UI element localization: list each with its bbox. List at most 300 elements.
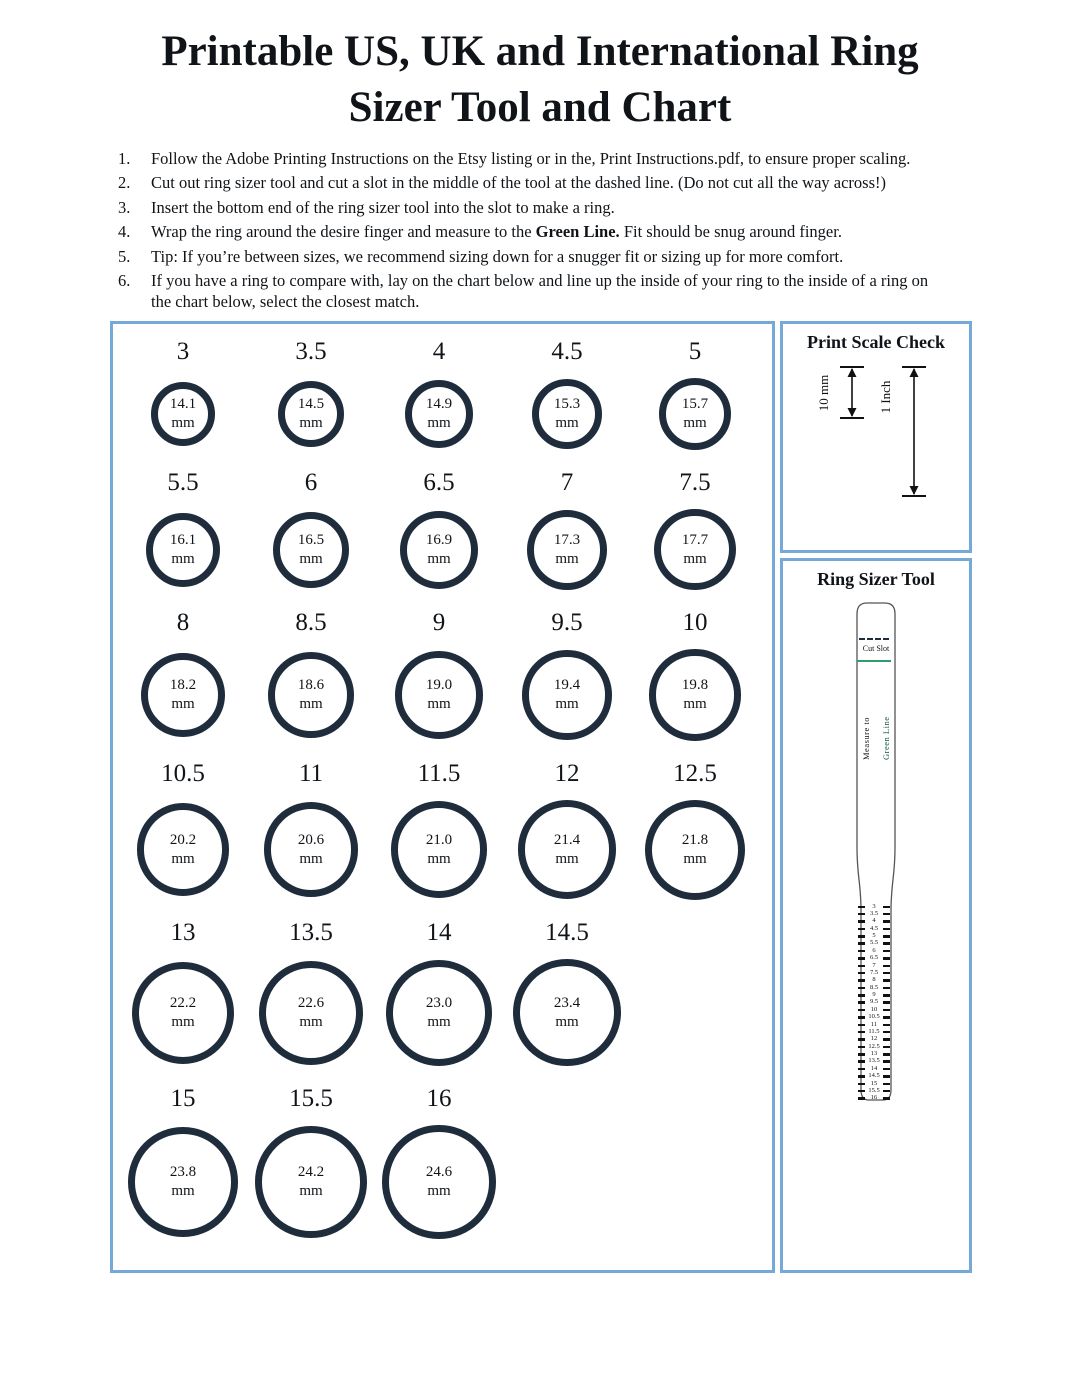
ring-row <box>119 609 772 747</box>
ring-size-label: 5 <box>688 337 702 365</box>
ring-cell <box>375 760 503 907</box>
ring-circle <box>513 959 621 1067</box>
ring-cell <box>375 1085 503 1245</box>
ruler-tick <box>858 1068 865 1071</box>
one-inch-arrow <box>902 367 926 496</box>
ring-cell <box>247 919 375 1074</box>
instruction-text <box>151 270 950 313</box>
ring-mm-unit: mm <box>683 550 707 567</box>
ring-circle <box>400 511 478 589</box>
ruler-tick <box>883 957 890 960</box>
ring-mm-value: 14.5 <box>297 396 325 413</box>
ring-mm-value: 17.3 <box>553 532 581 548</box>
ring-cell <box>631 609 759 747</box>
ring-circle <box>259 961 363 1065</box>
ruler-row <box>858 1007 890 1013</box>
ring-circle <box>273 512 349 588</box>
ring-circle-area <box>141 642 225 747</box>
ruler-tick <box>883 994 890 997</box>
ruler-tick <box>883 1024 890 1027</box>
ring-circle <box>151 382 216 447</box>
ruler-tick <box>858 920 865 923</box>
ring-circle-area <box>513 952 621 1074</box>
ring-size-label: 15.5 <box>289 1085 333 1113</box>
ruler-row <box>858 1059 890 1065</box>
ring-circle-area <box>132 952 234 1074</box>
ruler-row <box>858 1044 890 1050</box>
instruction-bold-segment: Green Line. <box>535 222 620 242</box>
ring-mm-value: 24.2 <box>297 1164 325 1181</box>
ring-cell <box>503 760 631 907</box>
ruler-row <box>858 941 890 947</box>
tool-ruler <box>858 904 890 1102</box>
ruler-row <box>858 970 890 976</box>
instruction-segment: Fit should be snug around finger. <box>619 222 842 242</box>
print-scale-check-diagram <box>784 357 968 517</box>
ruler-row <box>858 1014 890 1020</box>
page-title-line2: Sizer Tool and Chart <box>348 83 732 131</box>
ruler-row <box>858 904 890 910</box>
ring-mm-value: 16.5 <box>297 532 325 548</box>
ring-circle <box>255 1126 366 1237</box>
ring-circle-area <box>532 371 602 457</box>
ring-circle-area <box>659 371 731 457</box>
instruction-segment: If you have a ring to compare with, lay on the chart below and line up the inside of your ring to the inside of a ring on the chart below, select the closest match. <box>151 270 929 312</box>
ring-circle-area <box>405 371 474 457</box>
ring-size-label: 13.5 <box>289 918 333 946</box>
ring-mm-unit: mm <box>555 1013 579 1030</box>
ring-circle <box>522 650 611 739</box>
ring-circle-area <box>527 502 607 597</box>
ring-size-label: 3.5 <box>295 337 327 365</box>
ruler-tick <box>858 979 865 982</box>
ring-mm-unit: mm <box>683 696 707 712</box>
ruler-tick <box>883 935 890 938</box>
ring-cell <box>119 609 247 747</box>
instruction-item <box>118 221 950 242</box>
ruler-size-label: 16 <box>870 1094 878 1102</box>
ring-row <box>119 1085 772 1245</box>
ring-size-label: 8.5 <box>295 609 327 637</box>
instruction-text <box>151 197 950 218</box>
green-line <box>857 660 891 662</box>
ring-size-label: 15 <box>170 1085 196 1113</box>
ring-circle <box>405 380 474 449</box>
ring-cell <box>247 609 375 747</box>
ring-mm-unit: mm <box>683 414 707 431</box>
instruction-number: 5. <box>118 246 131 266</box>
ring-mm-unit: mm <box>299 696 323 712</box>
ruler-tick <box>858 1075 865 1078</box>
ring-cell <box>119 1085 247 1245</box>
ruler-tick <box>858 1083 865 1086</box>
ruler-tick <box>858 913 865 916</box>
cut-slot-label: Cut Slot <box>862 643 890 653</box>
measure-to-label: Measure to <box>861 716 871 760</box>
ring-mm-unit: mm <box>427 850 451 867</box>
ruler-row <box>858 963 890 969</box>
ring-circle <box>532 379 602 449</box>
ring-mm-unit: mm <box>427 1183 451 1200</box>
ring-circle <box>386 960 492 1066</box>
ruler-row <box>858 1066 890 1072</box>
ruler-tick <box>883 1001 890 1004</box>
instruction-segment: Tip: If you’re between sizes, we recommend sizing down for a snugger fit or sizing up for more comfort. <box>151 246 844 266</box>
ruler-size-label: 15.5 <box>868 1086 880 1094</box>
ring-cell <box>119 919 247 1074</box>
ruler-size-label: 11.5 <box>868 1027 880 1035</box>
ring-circle-area <box>645 793 745 907</box>
ring-cell <box>375 469 503 597</box>
ring-row <box>119 919 772 1074</box>
instructions-list <box>118 148 950 313</box>
ring-size-label: 4.5 <box>551 337 583 365</box>
ruler-tick <box>858 1001 865 1004</box>
ring-rows <box>119 338 772 1246</box>
ring-size-label: 6 <box>304 469 318 497</box>
ruler-row <box>858 1096 890 1102</box>
ruler-tick <box>883 928 890 931</box>
instruction-segment: Follow the Adobe Printing Instructions on the Etsy listing or in the, Print Instructions.pdf, to ensure proper scaling. <box>151 148 911 168</box>
ring-circle-area <box>649 642 740 747</box>
ruler-size-label: 3.5 <box>869 909 879 917</box>
ruler-tick <box>858 1024 865 1027</box>
ring-cell <box>631 338 759 457</box>
ruler-row <box>858 933 890 939</box>
instruction-number: 6. <box>118 270 131 290</box>
ruler-row <box>858 978 890 984</box>
one-inch-label: 1 Inch <box>878 380 893 414</box>
ring-circle-area <box>654 502 735 597</box>
ring-size-label: 10 <box>682 609 708 637</box>
ruler-tick <box>858 928 865 931</box>
ring-mm-unit: mm <box>171 414 195 431</box>
ruler-size-label: 6 <box>872 946 876 954</box>
ruler-tick <box>883 1031 890 1034</box>
ruler-tick <box>858 1038 865 1041</box>
ring-cell <box>247 1085 375 1245</box>
ruler-tick <box>883 972 890 975</box>
ring-mm-value: 21.8 <box>681 831 709 848</box>
instruction-number: 4. <box>118 222 131 242</box>
ruler-tick <box>858 957 865 960</box>
instruction-text <box>151 246 950 267</box>
ruler-tick <box>883 1038 890 1041</box>
ring-circle <box>659 378 731 450</box>
ruler-row <box>858 948 890 954</box>
ruler-tick <box>858 987 865 990</box>
ruler-tick <box>883 950 890 953</box>
ruler-tick <box>858 1031 865 1034</box>
ring-circle <box>395 651 482 738</box>
right-column <box>780 321 972 1273</box>
ruler-tick <box>858 972 865 975</box>
ruler-tick <box>858 1090 865 1093</box>
ring-mm-value: 17.7 <box>681 532 709 549</box>
ring-size-label: 9.5 <box>551 609 583 637</box>
ring-circle <box>278 381 345 448</box>
ring-mm-value: 19.0 <box>425 677 453 694</box>
ruler-tick <box>858 942 865 945</box>
ring-cell <box>503 609 631 747</box>
ruler-tick <box>883 1009 890 1012</box>
ruler-row <box>858 1088 890 1094</box>
ring-mm-value: 23.4 <box>553 994 581 1011</box>
ruler-tick <box>858 950 865 953</box>
ring-size-label: 9 <box>432 609 446 637</box>
ring-mm-value: 19.8 <box>681 677 709 694</box>
instruction-segment: Cut out ring sizer tool and cut a slot in the middle of the tool at the dashed line. (Do not cut all the way across!) <box>151 173 886 193</box>
ring-circle-area <box>278 371 345 457</box>
ruler-tick <box>883 1046 890 1049</box>
ruler-size-label: 15 <box>870 1079 878 1087</box>
ring-mm-unit: mm <box>555 414 579 431</box>
ruler-size-label: 13.5 <box>868 1057 880 1065</box>
ring-mm-unit: mm <box>555 696 579 712</box>
ruler-row <box>858 1029 890 1035</box>
ring-circle <box>527 510 607 590</box>
ring-row <box>119 760 772 907</box>
ring-cell <box>247 760 375 907</box>
instruction-item <box>118 246 950 267</box>
ring-cell <box>119 338 247 457</box>
ring-circle-area <box>151 371 216 457</box>
ruler-tick <box>858 994 865 997</box>
ruler-size-label: 12 <box>870 1035 878 1043</box>
ring-circle-area <box>146 502 220 597</box>
ring-circle-area <box>264 793 359 907</box>
ruler-tick <box>883 1068 890 1071</box>
ring-mm-value: 16.1 <box>169 532 197 548</box>
ruler-size-label: 10 <box>870 1005 878 1013</box>
instruction-segment: Wrap the ring around the desire finger and measure to the <box>151 222 536 242</box>
ring-mm-value: 21.0 <box>425 831 453 848</box>
ring-size-label: 3 <box>176 337 190 365</box>
ruler-row <box>858 1081 890 1087</box>
ruler-row <box>858 985 890 991</box>
ring-mm-unit: mm <box>427 1013 451 1030</box>
instruction-item <box>118 148 950 169</box>
ring-size-label: 4 <box>432 337 446 365</box>
ring-cell <box>503 919 631 1074</box>
ruler-tick <box>883 1090 890 1093</box>
instruction-item <box>118 172 950 193</box>
ring-cell <box>503 469 631 597</box>
ring-circle <box>132 962 234 1064</box>
ring-circle <box>141 653 225 737</box>
ruler-tick <box>858 1053 865 1056</box>
cut-slot-dashed-line <box>859 638 889 640</box>
ring-circle-area <box>391 793 488 907</box>
ring-mm-unit: mm <box>171 850 195 867</box>
ruler-row <box>858 1022 890 1028</box>
ruler-size-label: 3 <box>872 902 876 910</box>
ring-circle <box>268 652 354 738</box>
ring-size-label: 12 <box>554 759 580 787</box>
ring-circle <box>128 1127 237 1236</box>
ruler-size-label: 11 <box>870 1020 878 1028</box>
ring-mm-value: 19.4 <box>553 677 581 694</box>
ruler-size-label: 14 <box>870 1064 878 1072</box>
print-scale-check-title: Print Scale Check <box>807 331 945 352</box>
ring-sizer-tool-box <box>780 558 972 1273</box>
ring-mm-value: 14.1 <box>169 396 197 413</box>
ring-mm-unit: mm <box>555 850 579 867</box>
ring-mm-unit: mm <box>555 550 579 567</box>
ring-mm-unit: mm <box>427 696 451 712</box>
ten-mm-arrow <box>840 367 864 418</box>
ruler-row <box>858 1051 890 1057</box>
ruler-tick <box>883 1083 890 1086</box>
ring-size-label: 12.5 <box>673 759 717 787</box>
ruler-size-label: 10.5 <box>868 1013 880 1021</box>
ruler-tick <box>883 942 890 945</box>
ruler-size-label: 7.5 <box>869 968 879 976</box>
ring-circle <box>146 513 220 587</box>
ruler-tick <box>883 913 890 916</box>
green-line-label: Green Line <box>881 716 891 760</box>
instruction-number: 3. <box>118 197 131 217</box>
ruler-size-label: 4.5 <box>869 924 879 932</box>
ruler-size-label: 8.5 <box>869 983 879 991</box>
ruler-tick <box>883 1060 890 1063</box>
ring-size-label: 8 <box>176 609 190 637</box>
ring-mm-value: 20.2 <box>169 831 197 848</box>
page-title <box>0 0 1080 136</box>
instruction-text <box>151 221 950 242</box>
ruler-row <box>858 926 890 932</box>
ring-size-label: 6.5 <box>423 469 455 497</box>
ring-circle-area <box>386 952 492 1074</box>
ring-circle <box>518 800 616 898</box>
ring-mm-unit: mm <box>427 550 451 567</box>
ring-cell <box>375 609 503 747</box>
ruler-size-label: 5 <box>872 932 876 940</box>
ring-size-label: 11.5 <box>417 759 461 787</box>
ring-mm-value: 23.0 <box>425 994 453 1011</box>
ruler-size-label: 12.5 <box>868 1042 880 1050</box>
ruler-tick <box>883 979 890 982</box>
ring-circle <box>654 509 735 590</box>
ring-circle-area <box>522 642 611 747</box>
ring-row <box>119 469 772 597</box>
instruction-number: 2. <box>118 173 131 193</box>
ruler-tick <box>858 1097 865 1100</box>
ring-circle <box>645 800 745 900</box>
ruler-size-label: 9.5 <box>869 998 879 1006</box>
ring-mm-value: 20.6 <box>297 831 325 848</box>
instruction-segment: Insert the bottom end of the ring sizer tool into the slot to make a ring. <box>151 197 615 217</box>
ring-circle <box>649 649 740 740</box>
ring-size-label: 7.5 <box>679 469 711 497</box>
ring-cell <box>375 338 503 457</box>
ruler-tick <box>883 1097 890 1100</box>
ruler-size-label: 5.5 <box>869 939 879 947</box>
ring-size-label: 5.5 <box>167 469 199 497</box>
ring-circle <box>137 803 230 896</box>
instruction-item <box>118 197 950 218</box>
ruler-size-label: 7 <box>872 961 876 969</box>
ruler-tick <box>858 1009 865 1012</box>
ring-mm-value: 14.9 <box>425 396 453 413</box>
ring-mm-value: 24.6 <box>425 1164 453 1181</box>
ruler-tick <box>883 920 890 923</box>
ring-mm-unit: mm <box>299 550 323 567</box>
ring-mm-unit: mm <box>299 414 323 431</box>
ring-size-label: 7 <box>560 469 574 497</box>
ruler-tick <box>858 965 865 968</box>
ring-mm-unit: mm <box>299 1013 323 1030</box>
ring-circle-area <box>137 793 230 907</box>
ruler-tick <box>858 935 865 938</box>
ring-mm-unit: mm <box>299 850 323 867</box>
ruler-tick <box>883 1016 890 1019</box>
ruler-size-label: 8 <box>872 976 876 984</box>
ring-cell <box>247 469 375 597</box>
ring-sizer-tool-title: Ring Sizer Tool <box>817 568 935 589</box>
ruler-row <box>858 1073 890 1079</box>
ring-mm-value: 22.2 <box>169 994 197 1011</box>
print-scale-check-box <box>780 321 972 553</box>
ring-circle-area <box>395 642 482 747</box>
ring-mm-value: 16.9 <box>425 532 453 548</box>
ring-circle-area <box>268 642 354 747</box>
instruction-text <box>151 172 950 193</box>
ring-mm-value: 18.2 <box>169 677 197 694</box>
ring-mm-unit: mm <box>171 550 195 567</box>
ring-circle-area <box>518 793 616 907</box>
ring-cell <box>503 338 631 457</box>
ring-mm-unit: mm <box>427 414 451 431</box>
ring-mm-value: 18.6 <box>297 677 325 694</box>
ring-size-label: 14 <box>426 918 452 946</box>
ring-mm-unit: mm <box>683 850 707 867</box>
ruler-tick <box>883 965 890 968</box>
ring-circle-area <box>259 952 363 1074</box>
ruler-size-label: 6.5 <box>869 954 879 962</box>
ring-mm-unit: mm <box>171 1183 195 1200</box>
ring-circle-area <box>255 1118 366 1245</box>
ring-row <box>119 338 772 457</box>
ring-cell <box>631 760 759 907</box>
ring-size-label: 14.5 <box>545 918 589 946</box>
ruler-row <box>858 1000 890 1006</box>
ruler-tick <box>883 1075 890 1078</box>
ruler-size-label: 14.5 <box>868 1072 880 1080</box>
ten-mm-label: 10 mm <box>816 374 831 412</box>
ring-mm-value: 22.6 <box>297 994 325 1011</box>
ruler-row <box>858 919 890 925</box>
ring-circle-area <box>400 502 478 597</box>
ring-chart-box <box>110 321 775 1273</box>
ruler-tick <box>883 906 890 909</box>
ruler-size-label: 13 <box>870 1050 878 1058</box>
ring-mm-unit: mm <box>171 696 195 712</box>
ring-size-label: 11 <box>298 759 324 787</box>
ring-mm-value: 23.8 <box>169 1164 197 1181</box>
ruler-tick <box>858 906 865 909</box>
ring-cell <box>119 760 247 907</box>
ruler-tick <box>858 1046 865 1049</box>
ring-cell <box>631 469 759 597</box>
ruler-row <box>858 1037 890 1043</box>
ring-sizer-tool <box>846 598 906 1106</box>
ring-size-label: 13 <box>170 918 196 946</box>
instruction-number: 1. <box>118 148 131 168</box>
ring-circle-area <box>382 1118 495 1245</box>
ring-size-label: 16 <box>426 1085 452 1113</box>
ring-circle-area <box>273 502 349 597</box>
